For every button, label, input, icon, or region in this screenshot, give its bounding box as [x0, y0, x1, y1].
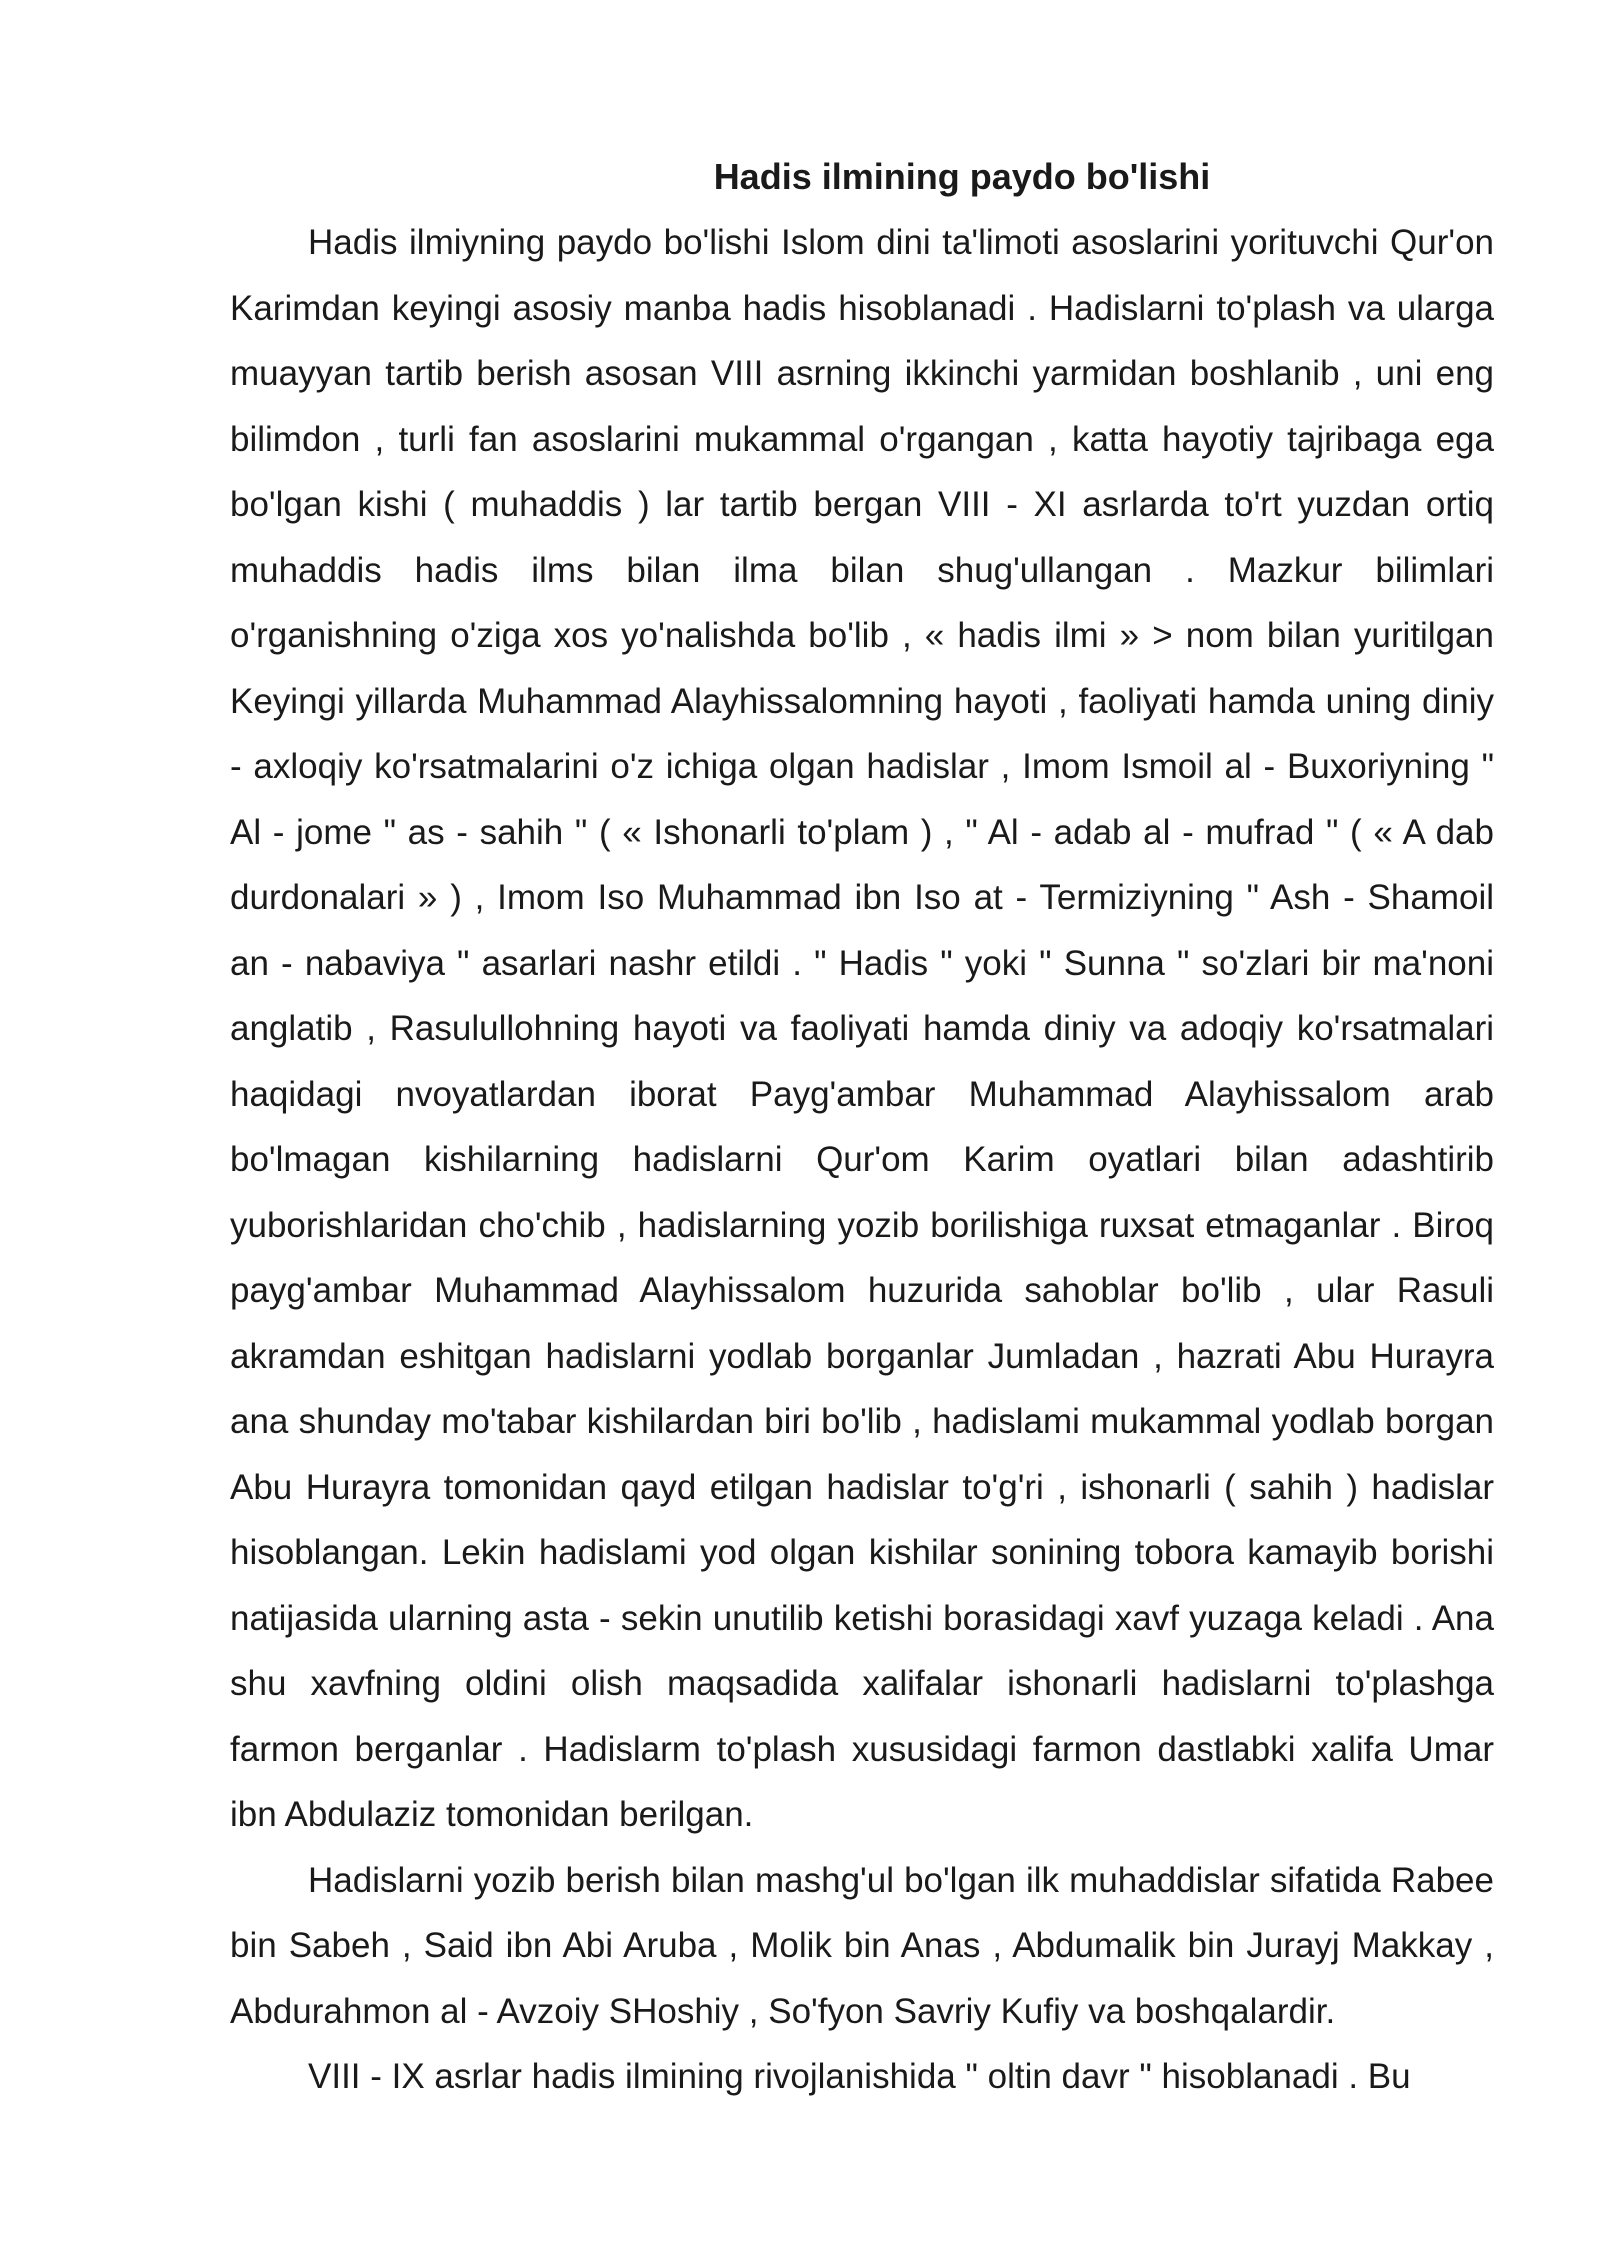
document-page	[230, 148, 1494, 2110]
paragraph-3: VIII - IX asrlar hadis ilmining rivojlanishida " oltin davr " hisoblanadi . Bu	[308, 2057, 1411, 2096]
paragraph-2: Hadislarni yozib berish bilan mashg'ul bo'lgan ilk muhaddislar sifatida Rabee bin Sabeh , Said ibn Abi Aruba , Molik bin Anas , Abdumalik bin Jurayj Makkay , Abdurahmon al - Avzoiy SHoshiy , So'fyon Savriy Kufiy va boshqalardir.	[230, 1860, 1494, 2031]
document-title: Hadis ilmining paydo bo'lishi	[713, 156, 1211, 197]
paragraph-1: Hadis ilmiyning paydo bo'lishi Islom dini ta'limoti asoslarini yorituvchi Qur'on Karimdan keyingi asosiy manba hadis hisoblanadi . Hadislarni to'plash va ularga muayyan tartib berish asosan VIII asrning ikkinchi yarmidan boshlanib , uni eng bilimdon , turli fan asoslarini mukammal o'rgangan , katta hayotiy tajribaga ega bo'lgan kishi ( muhaddis ) lar tartib bergan VIII - XI asrlarda to'rt yuzdan ortiq muhaddis hadis ilms bilan ilma bilan shug'ullangan . Mazkur bilimlari o'rganishning o'ziga xos yo'nalishda bo'lib , « hadis ilmi » > nom bilan yuritilgan Keyingi yillarda Muhammad Alayhissalomning hayoti , faoliyati hamda uning diniy - axloqiy ko'rsatmalarini o'z ichiga olgan hadislar , Imom Ismoil al - Buxoriyning " Al - jome " as - sahih " ( « Ishonarli to'plam ) , " Al - adab al - mufrad " ( « A dab durdonalari » ) , Imom Iso Muhammad ibn Iso at - Termiziyning " Ash - Shamoil an - nabaviya " asarlari nashr etildi . " Hadis " yoki " Sunna " so'zlari bir ma'noni anglatib , Rasulullohning hayoti va faoliyati hamda diniy va adoqiy ko'rsatmalari haqidagi nvoyatlardan iborat Payg'ambar Muhammad Alayhissalom arab bo'lmagan kishilarning hadislarni Qur'om Karim oyatlari bilan adashtirib yuborishlaridan cho'chib , hadislarning yozib borilishiga ruxsat etmaganlar . Biroq payg'ambar Muhammad Alayhissalom huzurida sahoblar bo'lib , ular Rasuli akramdan eshitgan hadislarni yodlab borganlar Jumladan , hazrati Abu Hurayra ana shunday mo'tabar kishilardan biri bo'lib , hadislami mukammal yodlab borgan Abu Hurayra tomonidan qayd etilgan hadislar to'g'ri , ishonarli ( sahih ) hadislar hisoblangan. Lekin hadislami yod olgan kishilar sonining tobora kamayib borishi natijasida ularning asta - sekin unutilib ketishi borasidagi xavf yuzaga keladi . Ana shu xavfning oldini olish maqsadida xalifalar ishonarli hadislarni to'plashga farmon berganlar . Hadislarm to'plash xususidagi farmon dastlabki xalifa Umar ibn Abdulaziz tomonidan berilgan.	[230, 223, 1494, 1834]
